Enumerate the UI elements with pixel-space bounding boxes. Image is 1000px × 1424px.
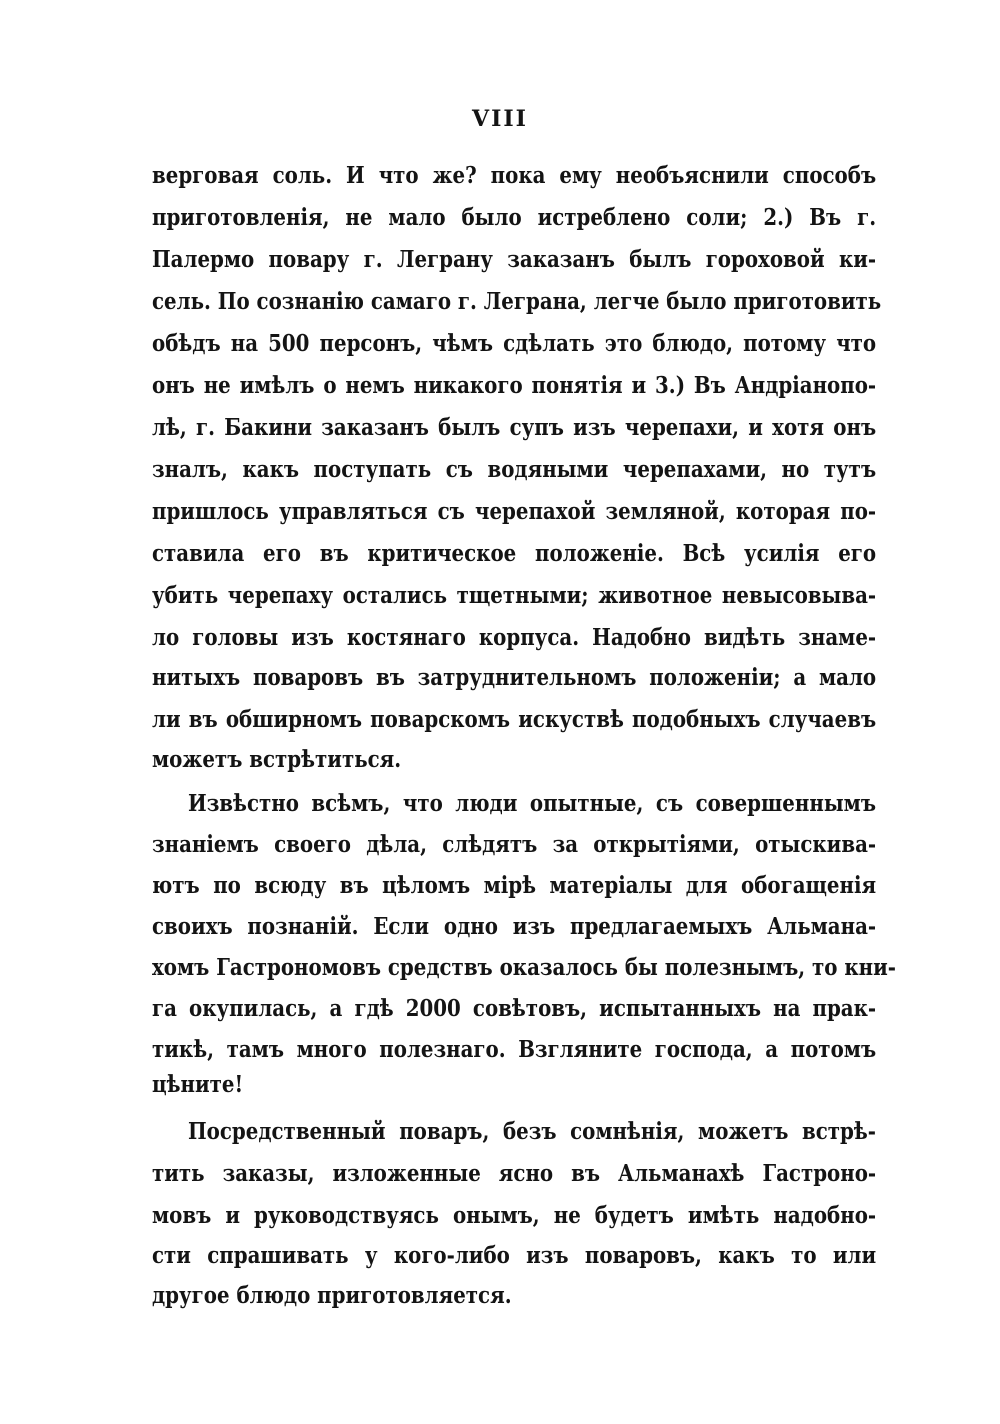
- text-line-14: ли въ обширномъ поварскомъ искуствѣ подобныхъ случаевъ: [152, 706, 877, 733]
- text-line-21: га окупилась, а гдѣ 2000 совѣтовъ, испытанныхъ на прак-: [152, 995, 877, 1022]
- text-line-26: мовъ и руководствуясь онымъ, не будетъ имѣть надобно-: [152, 1202, 877, 1229]
- text-line-3: Палермо повару г. Леграну заказанъ былъ гороховой ки-: [152, 246, 877, 273]
- text-line-20: хомъ Гастрономовъ средствъ оказалось бы полезнымъ, то кни-: [152, 954, 896, 981]
- text-line-7: лѣ, г. Бакини заказанъ былъ супъ изъ черепахи, и хотя онъ: [152, 414, 877, 441]
- text-line-23: цѣните!: [152, 1071, 244, 1098]
- text-line-27: сти спрашивать у кого-либо изъ поваровъ, какъ то или: [152, 1242, 877, 1269]
- text-line-1: верговая соль. И что же? пока ему необъяснили способъ: [152, 162, 877, 189]
- text-line-11: убить черепаху остались тщетными; животное невысовыва-: [152, 582, 877, 609]
- text-line-18: ютъ по всюду въ цѣломъ мірѣ матеріалы для обогащенія: [152, 872, 877, 899]
- text-line-8: зналъ, какъ поступать съ водяными черепахами, но тутъ: [152, 456, 877, 483]
- text-line-10: ставила его въ критическое положеніе. Всѣ усилія его: [152, 540, 877, 567]
- text-line-24: Посредственный поваръ, безъ сомнѣнія, можетъ встрѣ-: [188, 1118, 876, 1145]
- text-line-5: обѣдъ на 500 персонъ, чѣмъ сдѣлать это блюдо, потому что: [152, 330, 877, 357]
- text-line-4: сель. По сознанію самаго г. Леграна, легче было приготовить: [152, 288, 882, 315]
- text-line-13: нитыхъ поваровъ въ затруднительномъ положеніи; а мало: [152, 664, 877, 691]
- text-line-16: Извѣстно всѣмъ, что люди опытные, съ совершеннымъ: [188, 790, 876, 817]
- text-line-28: другое блюдо приготовляется.: [152, 1282, 512, 1309]
- text-line-22: тикѣ, тамъ много полезнаго. Взгляните господа, а потомъ: [152, 1036, 877, 1063]
- text-line-25: тить заказы, изложенные ясно въ Альманахѣ Гастроно-: [152, 1160, 877, 1187]
- text-line-15: можетъ встрѣтиться.: [152, 746, 402, 773]
- text-line-2: приготовленія, не мало было истреблено соли; 2.) Въ г.: [152, 204, 877, 231]
- text-line-6: онъ не имѣлъ о немъ никакого понятія и 3.) Въ Андріанопо-: [152, 372, 877, 399]
- text-line-12: ло головы изъ костянаго корпуса. Надобно видѣть знаме-: [152, 624, 877, 651]
- text-line-9: пришлось управляться съ черепахой земляной, которая по-: [152, 498, 877, 525]
- page-number: VIII: [472, 106, 528, 132]
- text-line-19: своихъ познаній. Если одно изъ предлагаемыхъ Альмана-: [152, 913, 877, 940]
- text-line-17: знаніемъ своего дѣла, слѣдятъ за открытіями, отыскива-: [152, 831, 877, 858]
